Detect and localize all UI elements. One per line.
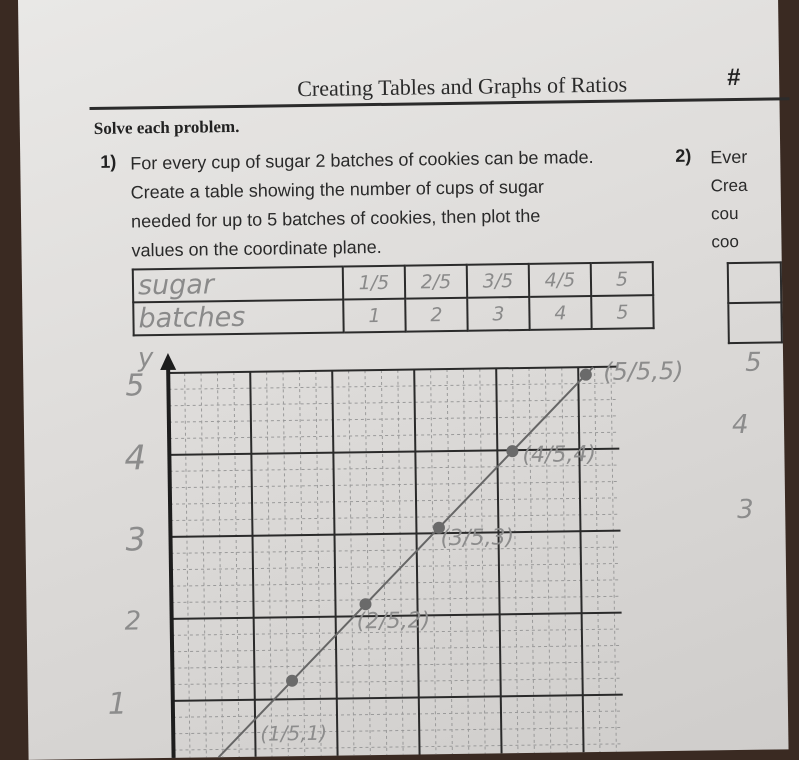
table-cell: 2: [405, 298, 467, 332]
point-label: (1/5,1): [260, 720, 328, 746]
grid-minor-line: [169, 416, 619, 422]
problem-1-number: 1): [100, 151, 117, 172]
y-tick-label: 3: [125, 520, 147, 559]
problem-2-y-tick: 3: [736, 494, 754, 526]
grid-minor-line: [170, 481, 620, 487]
table-cell: 3/5: [467, 264, 529, 298]
grid-minor-line: [170, 498, 620, 504]
worksheet-number-mark: #: [726, 63, 741, 92]
problem-1-line: needed for up to 5 batches of cookies, then plot the: [130, 205, 541, 232]
problem-1-line: values on the coordinate plane.: [131, 236, 382, 261]
problem-2-y-tick: 5: [744, 347, 762, 378]
table-cell: 5: [591, 262, 653, 296]
y-tick-label: 1: [107, 686, 128, 722]
grid-minor-line: [169, 432, 619, 438]
grid-major-line: [171, 531, 621, 537]
grid-major-line: [168, 367, 618, 373]
grid-minor-line: [171, 596, 621, 602]
worksheet-title: Creating Tables and Graphs of Ratios: [297, 71, 628, 102]
instructions: Solve each problem.: [93, 116, 240, 138]
point-label: (4/5,4): [522, 441, 597, 469]
y-axis-label: y: [137, 343, 154, 374]
point-label: (5/5,5): [603, 356, 684, 386]
problem-2-line: Ever: [710, 146, 748, 168]
grid-minor-line: [173, 744, 623, 750]
grid-minor-line: [171, 563, 621, 569]
row-label-sugar: sugar: [133, 266, 343, 302]
grid-minor-line: [170, 514, 620, 520]
problem-1-line: Create a table showing the number of cups of sugar: [130, 176, 545, 203]
y-tick-label: 4: [124, 438, 147, 479]
grid-minor-line: [169, 399, 619, 405]
point-label: (2/5,2): [356, 608, 431, 635]
table-cell: 2/5: [405, 265, 467, 299]
grid-minor-line: [171, 547, 621, 553]
y-axis: [168, 368, 173, 758]
y-tick-label: 2: [124, 606, 142, 637]
problem-2-line: Crea: [710, 175, 748, 196]
problem-2-number: 2): [675, 145, 692, 166]
worksheet: [18, 0, 789, 760]
grid-minor-line: [171, 580, 621, 586]
table-cell: 4/5: [529, 263, 591, 297]
grid-major-lines: [168, 367, 623, 758]
problem-1-line: For every cup of sugar 2 batches of cookies can be made.: [130, 146, 594, 174]
problem-2-line: coo: [711, 231, 739, 252]
table-cell: 1/5: [343, 266, 405, 300]
y-tick-label: 5: [125, 368, 145, 404]
grid-minor-line: [172, 662, 622, 668]
grid-minor-line: [168, 383, 618, 389]
point-label: (3/5,3): [440, 525, 515, 552]
y-axis-arrow-icon: [160, 353, 176, 370]
grid-minor-line: [173, 711, 623, 717]
row-label-batches: batches: [133, 299, 343, 335]
problem-2-line: cou: [710, 203, 739, 224]
grid-major-line: [173, 695, 623, 701]
table-cell: 1: [343, 299, 405, 333]
table-cell: 4: [529, 296, 591, 330]
table-cell: 3: [467, 297, 529, 331]
table-cell: 5: [591, 295, 653, 329]
problem-2-y-tick: 4: [731, 409, 749, 441]
grid-minor-line: [172, 645, 622, 651]
grid-minor-line: [173, 678, 623, 684]
